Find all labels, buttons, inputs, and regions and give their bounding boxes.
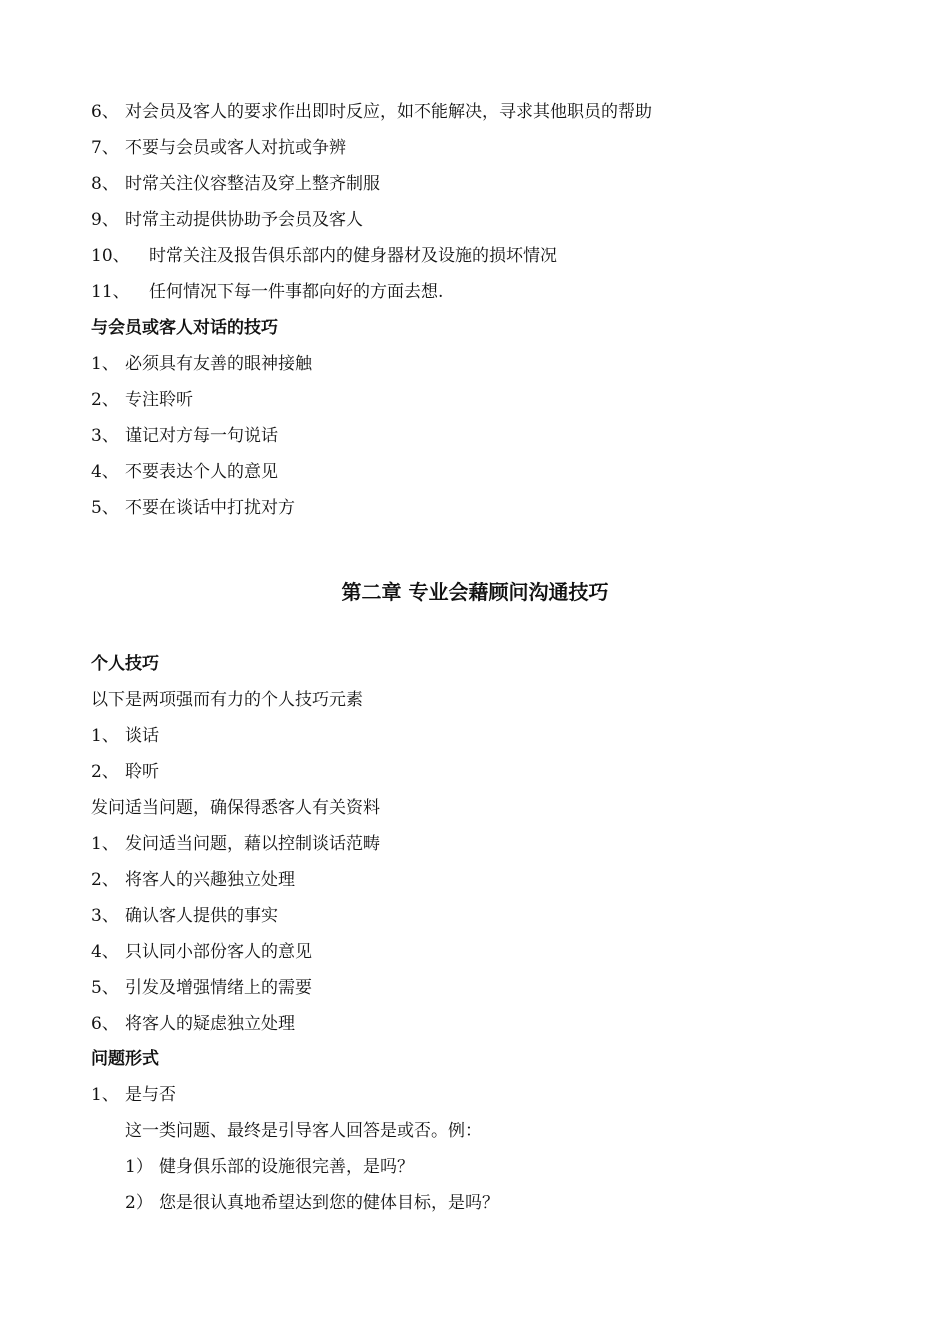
list-item-text: 不要在谈话中打扰对方 bbox=[125, 498, 295, 518]
list-item bbox=[91, 238, 557, 274]
section-heading-forms: 问题形式 bbox=[91, 1049, 159, 1069]
list-item bbox=[91, 934, 312, 970]
list-item-number: 4、 bbox=[91, 942, 119, 962]
paragraph-personal-intro: 以下是两项强而有力的个人技巧元素 bbox=[91, 690, 363, 710]
list-item-number: 1、 bbox=[91, 726, 119, 746]
list-item-number: 1、 bbox=[91, 354, 119, 374]
list-item bbox=[91, 346, 312, 382]
list-item-text: 时常主动提供协助予会员及客人 bbox=[125, 210, 363, 230]
list-item-number: 5、 bbox=[91, 498, 119, 518]
list-item bbox=[91, 970, 312, 1006]
list-item-text: 任何情况下每一件事都向好的方面去想. bbox=[149, 282, 444, 302]
list-item bbox=[91, 718, 159, 754]
list-item-text: 只认同小部份客人的意见 bbox=[125, 942, 312, 962]
list-item bbox=[91, 826, 380, 862]
list-item-number: 2、 bbox=[91, 390, 119, 410]
list-item-text: 谈话 bbox=[125, 726, 159, 746]
list-item-text: 发问适当问题，藉以控制谈话范畴 bbox=[125, 834, 380, 854]
list-item bbox=[91, 454, 278, 490]
example-item bbox=[125, 1185, 499, 1221]
list-item-text: 专注聆听 bbox=[125, 390, 193, 410]
list-item-number: 6、 bbox=[91, 1014, 119, 1034]
list-item-text: 时常关注及报告俱乐部内的健身器材及设施的损坏情况 bbox=[149, 246, 557, 266]
example-item-number: 2） bbox=[125, 1193, 153, 1213]
list-item-number: 9、 bbox=[91, 210, 119, 230]
list-item-number: 2、 bbox=[91, 870, 119, 890]
paragraph-forms-desc: 这一类问题、最终是引导客人回答是或否。例： bbox=[125, 1121, 482, 1141]
list-item bbox=[91, 1077, 176, 1113]
example-item-text: 您是很认真地希望达到您的健体目标，是吗？ bbox=[159, 1193, 499, 1213]
list-item bbox=[91, 898, 278, 934]
list-item bbox=[91, 274, 443, 310]
list-item-number: 7、 bbox=[91, 138, 119, 158]
list-item-number: 8、 bbox=[91, 174, 119, 194]
list-item bbox=[91, 862, 295, 898]
list-item-number: 11、 bbox=[91, 282, 130, 302]
list-item-number: 3、 bbox=[91, 426, 119, 446]
list-item-number: 10、 bbox=[91, 246, 130, 266]
list-item-text: 不要表达个人的意见 bbox=[125, 462, 278, 482]
chapter-title: 第二章 专业会藉顾问沟通技巧 bbox=[341, 580, 609, 604]
example-item-text: 健身俱乐部的设施很完善，是吗？ bbox=[159, 1157, 414, 1177]
list-item-number: 6、 bbox=[91, 102, 119, 122]
section-heading-personal: 个人技巧 bbox=[91, 654, 159, 674]
list-item-number: 5、 bbox=[91, 978, 119, 998]
list-item-text: 将客人的疑虑独立处理 bbox=[125, 1014, 295, 1034]
list-item-text: 将客人的兴趣独立处理 bbox=[125, 870, 295, 890]
list-item bbox=[91, 1006, 295, 1042]
list-item-text: 时常关注仪容整洁及穿上整齐制服 bbox=[125, 174, 380, 194]
list-item-text: 对会员及客人的要求作出即时反应，如不能解决，寻求其他职员的帮助 bbox=[125, 102, 652, 122]
list-item-number: 1、 bbox=[91, 834, 119, 854]
list-item-text: 确认客人提供的事实 bbox=[125, 906, 278, 926]
paragraph-question-intro: 发问适当问题，确保得悉客人有关资料 bbox=[91, 798, 380, 818]
list-item bbox=[91, 166, 380, 202]
list-item bbox=[91, 490, 295, 526]
list-item-number: 4、 bbox=[91, 462, 119, 482]
list-item bbox=[91, 94, 652, 130]
list-item-number: 2、 bbox=[91, 762, 119, 782]
example-item bbox=[125, 1149, 414, 1185]
list-item-text: 聆听 bbox=[125, 762, 159, 782]
list-item-text: 是与否 bbox=[125, 1085, 176, 1105]
list-item bbox=[91, 418, 278, 454]
list-item bbox=[91, 130, 346, 166]
section-heading-dialog: 与会员或客人对话的技巧 bbox=[91, 318, 278, 338]
list-item bbox=[91, 202, 363, 238]
list-item-number: 1、 bbox=[91, 1085, 119, 1105]
example-item-number: 1） bbox=[125, 1157, 153, 1177]
list-item bbox=[91, 382, 193, 418]
list-item-text: 必须具有友善的眼神接触 bbox=[125, 354, 312, 374]
list-item-text: 谨记对方每一句说话 bbox=[125, 426, 278, 446]
list-item bbox=[91, 754, 159, 790]
list-item-text: 引发及增强情绪上的需要 bbox=[125, 978, 312, 998]
list-item-text: 不要与会员或客人对抗或争辨 bbox=[125, 138, 346, 158]
list-item-number: 3、 bbox=[91, 906, 119, 926]
